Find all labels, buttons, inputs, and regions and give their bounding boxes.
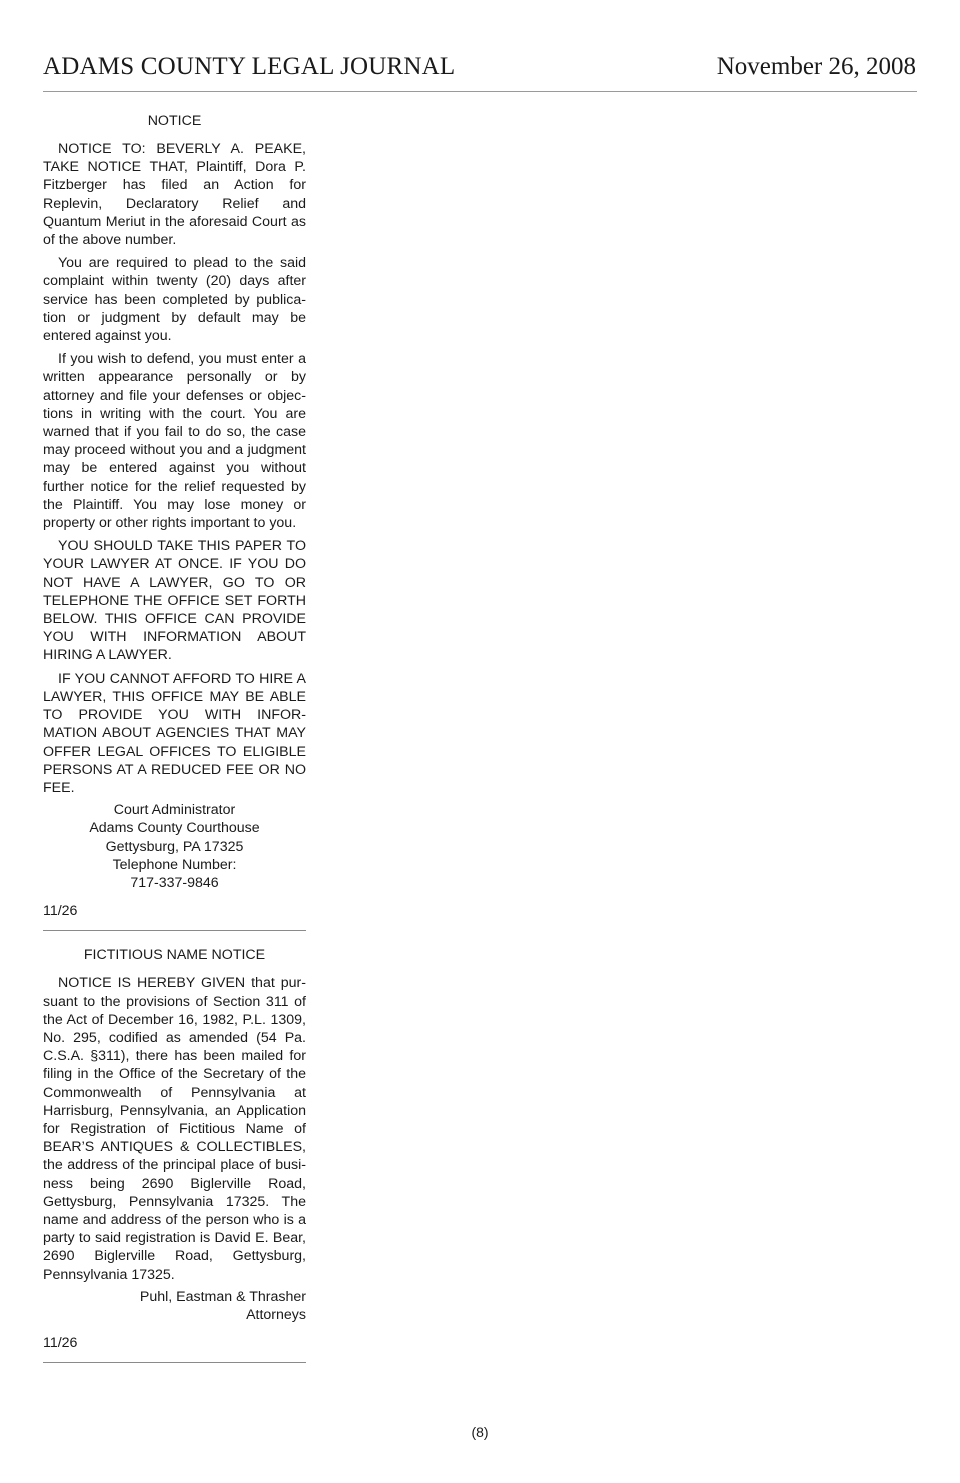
contact-line: Telephone Number: bbox=[112, 856, 237, 873]
notice-paragraph: If you wish to defend, you must enter a written appearance personally or by attorney and file your defenses or objections in writing with the court. You are warned that if you fail to do so, the case may proceed without you and a judgment may be entered against you without further notice for the relief requested by the Plaintiff. You may lose money or property or other rights important to you. bbox=[43, 351, 306, 532]
notice-heading: NOTICE bbox=[147, 113, 202, 129]
notice-paragraph: NOTICE TO: BEVERLY A. PEAKE, TAKE NOTICE THAT, Plaintiff, Dora P. Fitzberger has filed an Action for Replevin, Declaratory Relief and Quantum Meriut in the aforesaid Court as of the above number. bbox=[43, 141, 306, 249]
contact-line: Court Administrator bbox=[113, 802, 236, 819]
issue-date: November 26, 2008 bbox=[716, 53, 916, 80]
court-contact-block bbox=[43, 801, 306, 892]
notice-date-tag: 11/26 bbox=[43, 903, 78, 920]
header-divider bbox=[43, 91, 917, 92]
signature-line: Attorneys bbox=[246, 1306, 306, 1323]
notices-column bbox=[43, 111, 306, 1363]
page-number: (8) bbox=[471, 1424, 489, 1440]
notice-paragraph: IF YOU CANNOT AFFORD TO HIRE A LAWYER, THIS OFFICE MAY BE ABLE TO PROVIDE YOU WITH INFORMATION ABOUT AGENCIES THAT MAY OFFER LEGAL OFFICES TO ELIGIBLE PERSONS AT A REDUCED FEE OR NO FEE. bbox=[43, 670, 306, 796]
contact-line: Adams County Courthouse bbox=[89, 820, 260, 837]
attorney-signature bbox=[43, 1288, 306, 1324]
section-divider bbox=[43, 1362, 306, 1363]
notice-paragraph: NOTICE IS HEREBY GIVEN that pursuant to the provisions of Section 311 of the Act of December 16, 1982, P.L. 1309, No. 295, codified as amended (54 Pa. C.S.A. §311), there has been mailed for filing in the Office of the Secretary of the Commonwealth of Pennsylvania at Harrisburg, Pennsylvania, an Application for Registration of Fictitious Name of BEAR’S ANTIQUES & COLLECTIBLES, the address of the principal place of business being 2690 Biglerville Road, Gettysburg, Pennsylvania 17325. The name and address of the person who is a party to said registration is David E. Bear, 2690 Biglerville Road, Gettysburg, Pennsylvania 17325. bbox=[43, 975, 306, 1283]
contact-line: Gettysburg, PA 17325 bbox=[105, 838, 244, 855]
fictitious-name-section bbox=[43, 945, 306, 1363]
contact-line: 717-337-9846 bbox=[130, 874, 219, 891]
section-divider bbox=[43, 930, 306, 931]
notice-date-tag: 11/26 bbox=[43, 1335, 78, 1352]
journal-title: ADAMS COUNTY LEGAL JOURNAL bbox=[43, 53, 456, 80]
notice-section bbox=[43, 111, 306, 931]
notice-heading: FICTITIOUS NAME NOTICE bbox=[83, 947, 266, 964]
signature-line: Puhl, Eastman & Thrasher bbox=[139, 1288, 306, 1305]
notice-paragraph: You are required to plead to the said complaint within twenty (20) days after service has been completed by publication or judgment by default may be entered against you. bbox=[43, 255, 306, 345]
notice-paragraph: YOU SHOULD TAKE THIS PAPER TO YOUR LAWYER AT ONCE. IF YOU DO NOT HAVE A LAWYER, GO TO OR TELEPHONE THE OFFICE SET FORTH BELOW. THIS OFFICE CAN PROVIDE YOU WITH INFORMATION ABOUT HIRING A LAWYER. bbox=[43, 538, 306, 664]
